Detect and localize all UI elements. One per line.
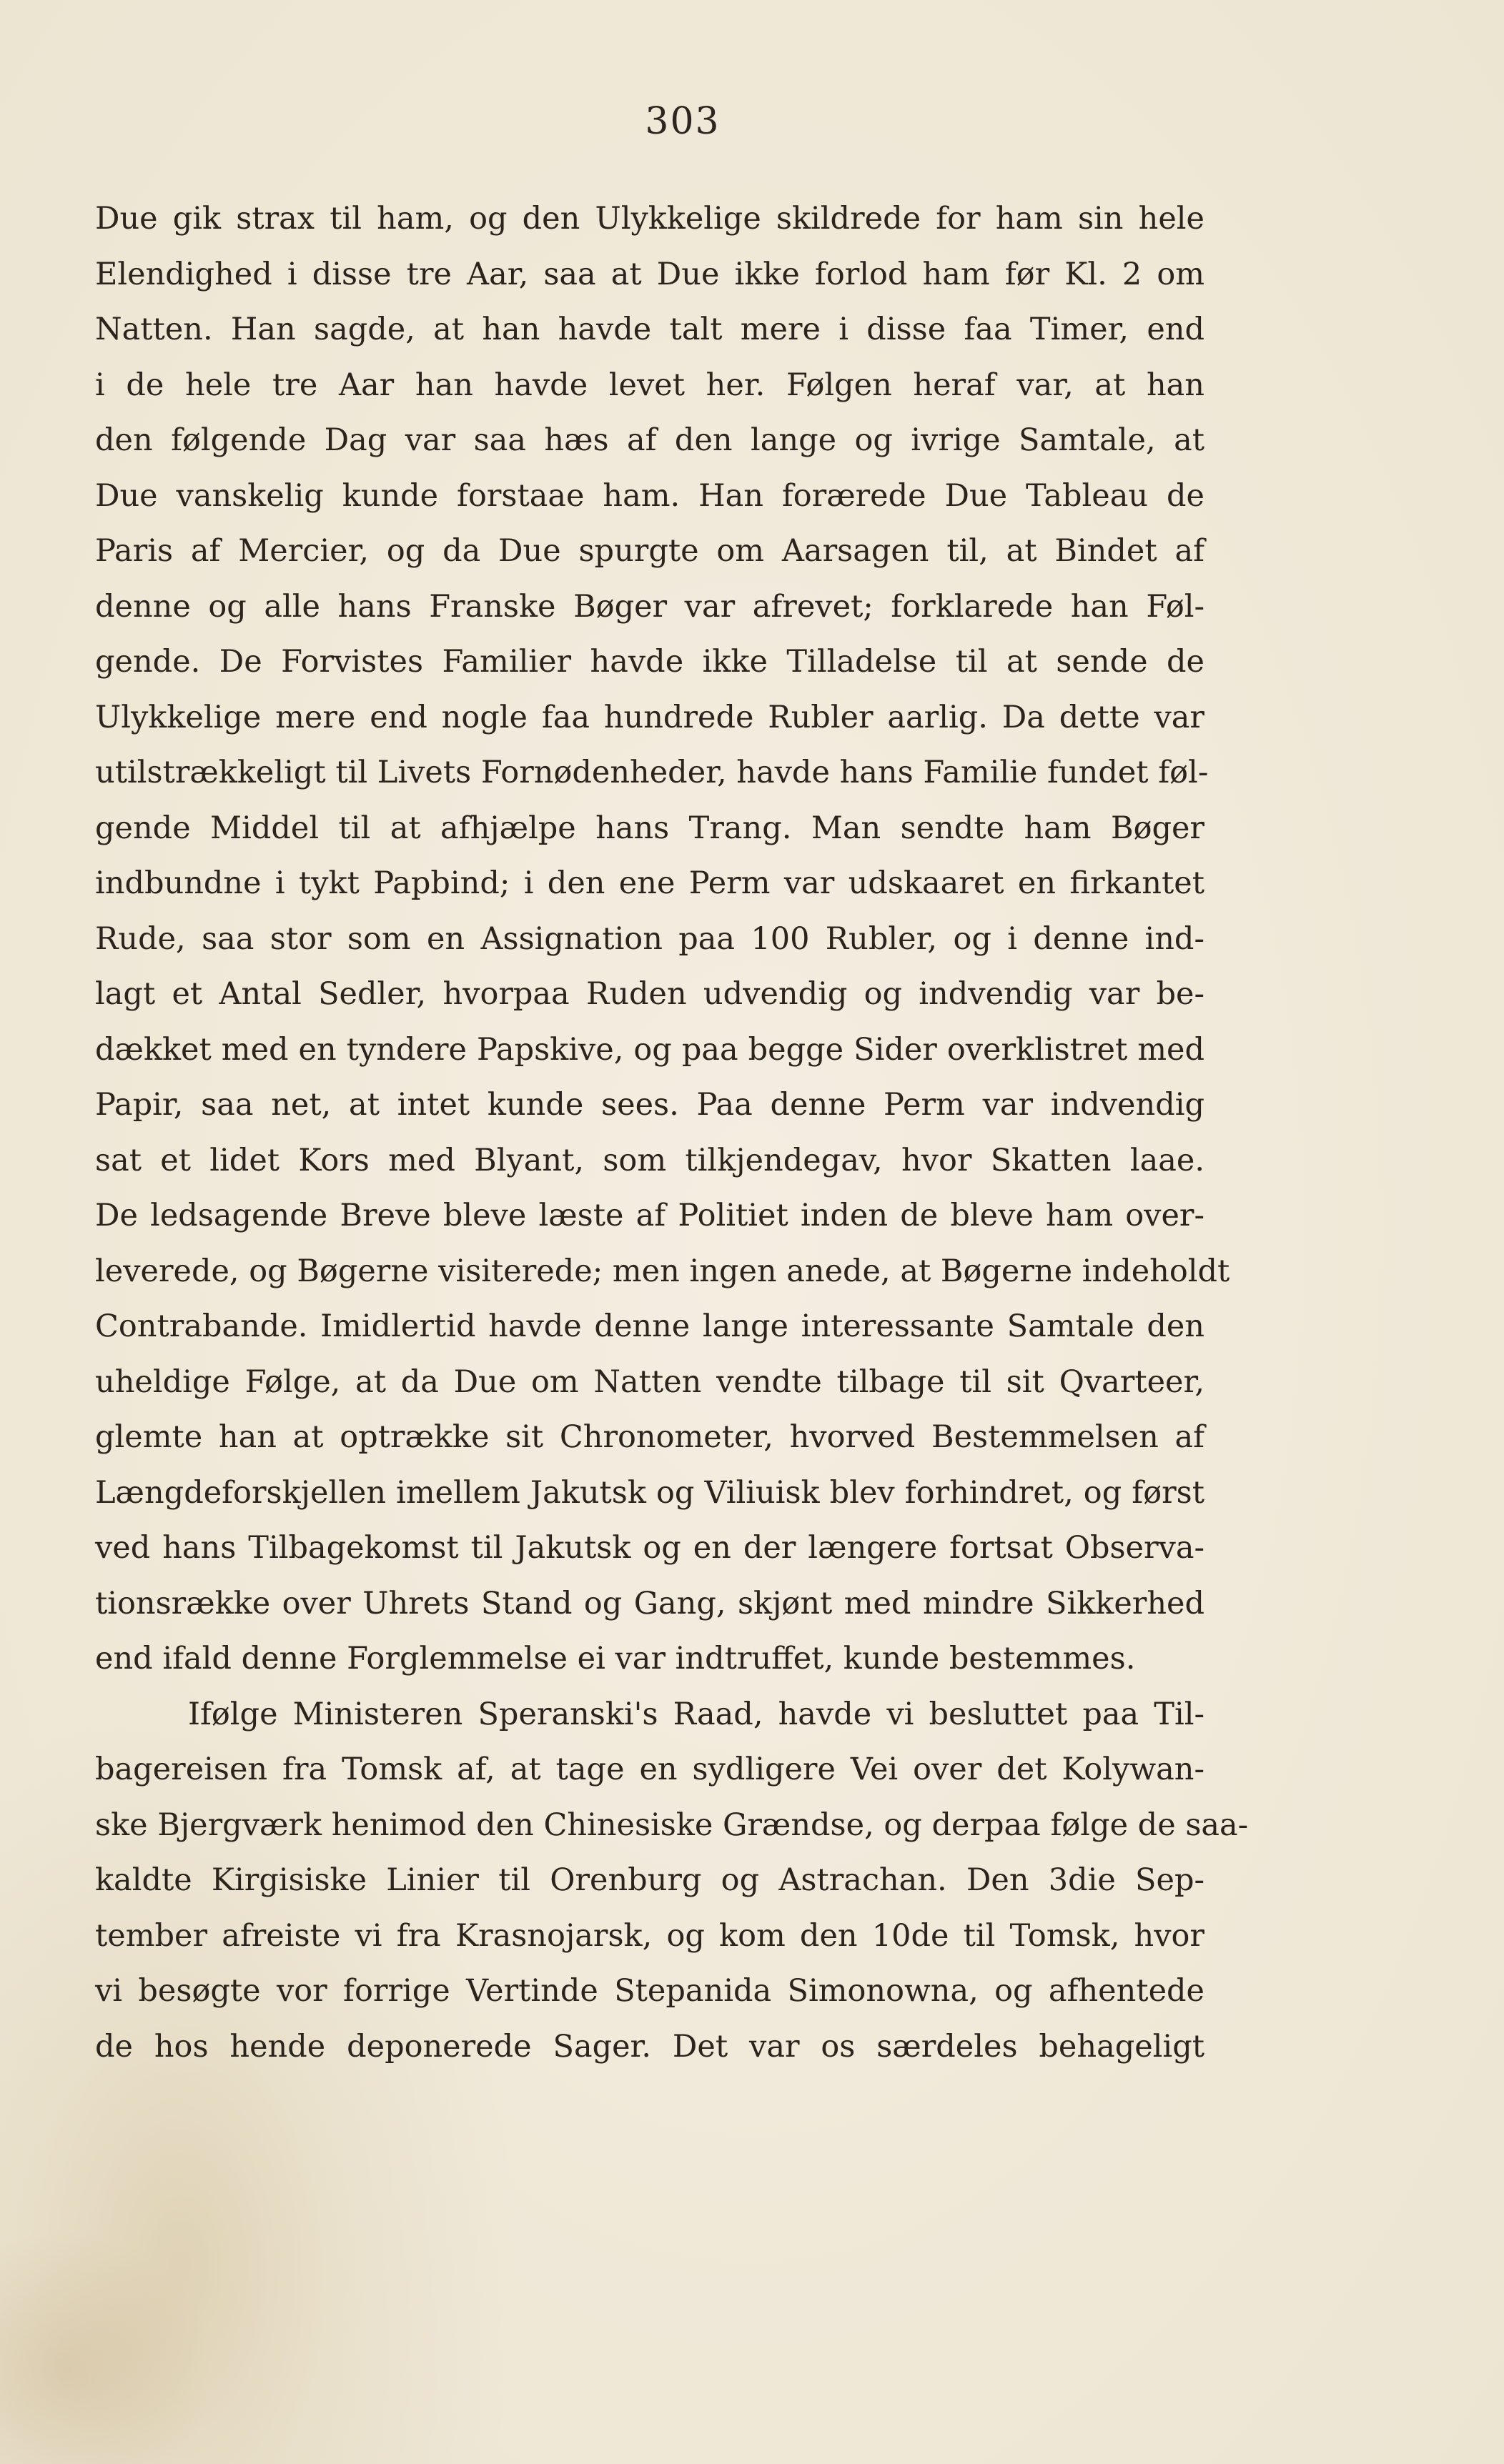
text-line: Due vanskelig kunde forstaae ham. Han forærede Due Tableau de bbox=[95, 477, 1204, 514]
text-line: indbundne i tykt Papbind; i den ene Perm var udskaaret en firkantet bbox=[95, 865, 1204, 901]
text-line: Contrabande. Imidlertid havde denne lange interessante Samtale den bbox=[95, 1308, 1204, 1344]
text-line: vi besøgte vor forrige Vertinde Stepanida Simonowna, og afhentede bbox=[95, 1973, 1204, 2009]
text-line: tember afreiste vi fra Krasnojarsk, og kom den 10de til Tomsk, hvor bbox=[95, 1917, 1204, 1954]
text-line: Rude, saa stor som en Assignation paa 100 Rubler, og i denne ind- bbox=[95, 920, 1204, 957]
text-line: Paris af Mercier, og da Due spurgte om Aarsagen til, at Bindet af bbox=[95, 533, 1204, 569]
text-line: den følgende Dag var saa hæs af den lange og ivrige Samtale, at bbox=[95, 422, 1204, 458]
text-line: glemte han at optrække sit Chronometer, hvorved Bestemmelsen af bbox=[95, 1419, 1204, 1455]
text-line: Ifølge Ministeren Speranski's Raad, havde vi besluttet paa Til- bbox=[188, 1696, 1204, 1732]
page-number: 303 bbox=[645, 100, 721, 143]
text-line: Natten. Han sagde, at han havde talt mere i disse faa Timer, end bbox=[95, 312, 1204, 347]
text-line: de hos hende deponerede Sager. Det var os særdeles behageligt bbox=[95, 2028, 1204, 2065]
text-line: ske Bjergværk henimod den Chinesiske Grændse, og derpaa følge de saa- bbox=[95, 1807, 1249, 1843]
text-line: Ulykkelige mere end nogle faa hundrede Rubler aarlig. Da dette var bbox=[95, 699, 1204, 735]
text-line: Papir, saa net, at intet kunde sees. Paa denne Perm var indvendig bbox=[95, 1087, 1204, 1123]
text-line: leverede, og Bøgerne visiterede; men ingen anede, at Bøgerne indeholdt bbox=[95, 1253, 1230, 1289]
text-line: Længdeforskjellen imellem Jakutsk og Viliuisk blev forhindret, og først bbox=[95, 1474, 1204, 1511]
text-line: sat et lidet Kors med Blyant, som tilkjendegav, hvor Skatten laae. bbox=[95, 1142, 1204, 1178]
text-line: uheldige Følge, at da Due om Natten vendte tilbage til sit Qvarteer, bbox=[95, 1363, 1204, 1400]
text-line: dækket med en tyndere Papskive, og paa begge Sider overklistret med bbox=[95, 1031, 1204, 1068]
text-line: lagt et Antal Sedler, hvorpaa Ruden udvendig og indvendig var be- bbox=[95, 976, 1204, 1012]
text-line: gende Middel til at afhjælpe hans Trang. Man sendte ham Bøger bbox=[95, 810, 1204, 846]
text-line: end ifald denne Forglemmelse ei var indtruffet, kunde bestemmes. bbox=[95, 1641, 1136, 1676]
text-line: bagereisen fra Tomsk af, at tage en sydligere Vei over det Kolywan- bbox=[95, 1752, 1204, 1787]
text-line: Elendighed i disse tre Aar, saa at Due ikke forlod ham før Kl. 2 om bbox=[95, 256, 1204, 292]
paper-stain bbox=[0, 2230, 214, 2464]
text-line: gende. De Forvistes Familier havde ikke Tilladelse til at sende de bbox=[95, 644, 1204, 680]
text-line: denne og alle hans Franske Bøger var afrevet; forklarede han Føl- bbox=[95, 588, 1204, 625]
text-line: tionsrække over Uhrets Stand og Gang, skjønt med mindre Sikkerhed bbox=[95, 1585, 1204, 1621]
text-line: utilstrækkeligt til Livets Fornødenheder, havde hans Familie fundet føl- bbox=[95, 755, 1209, 790]
text-line: Due gik strax til ham, og den Ulykkelige skildrede for ham sin hele bbox=[95, 201, 1204, 237]
body-text bbox=[95, 192, 1249, 2075]
text-line: ved hans Tilbagekomst til Jakutsk og en der længere fortsat Observa- bbox=[95, 1530, 1204, 1566]
text-line: i de hele tre Aar han havde levet her. Følgen heraf var, at han bbox=[95, 367, 1204, 403]
text-line: De ledsagende Breve bleve læste af Politiet inden de bleve ham over- bbox=[95, 1198, 1204, 1233]
text-line: kaldte Kirgisiske Linier til Orenburg og Astrachan. Den 3die Sep- bbox=[95, 1862, 1204, 1898]
